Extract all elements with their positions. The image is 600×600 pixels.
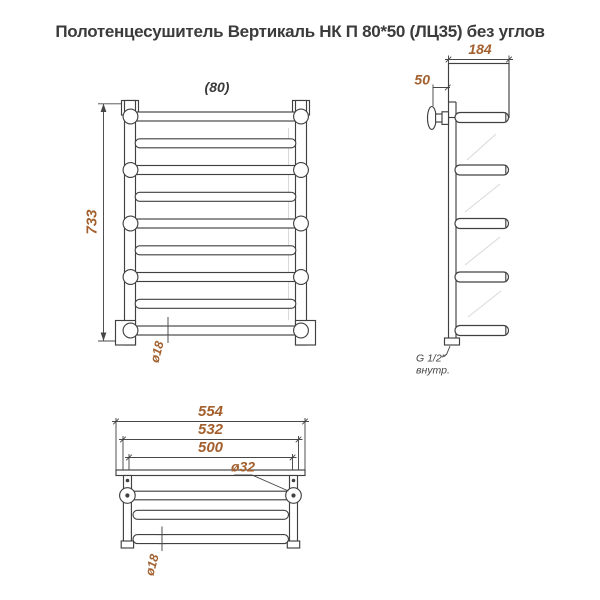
dimension-label-o18: ø18 [147, 339, 167, 365]
dimension-label-532: 532 [197, 421, 224, 438]
dimension-label-o18-bottom: ø18 [142, 552, 162, 578]
dimension-label-733: 733 [83, 209, 101, 235]
rung [131, 112, 302, 121]
rung [131, 219, 302, 228]
rung [455, 165, 509, 175]
rung-joint [123, 109, 138, 124]
rung [135, 246, 296, 255]
post-center-dot [291, 493, 295, 497]
rung-joint [123, 163, 138, 178]
rung [133, 535, 289, 544]
rung-joint [294, 109, 309, 124]
rung [135, 139, 296, 148]
screw-dot [126, 479, 130, 483]
rail-foot [121, 541, 133, 548]
rung [131, 326, 302, 335]
rung [455, 113, 509, 123]
shelf-bar [116, 470, 305, 476]
post-bottom-cap [445, 338, 460, 345]
rail-foot [287, 541, 299, 548]
wall-flange [428, 107, 437, 130]
shelf-side-profile [449, 64, 510, 118]
rung [133, 491, 289, 500]
rung [133, 510, 289, 519]
bottom-rungs [133, 491, 289, 543]
dimension-label-184: 184 [468, 41, 492, 57]
post-center-dot [125, 493, 129, 497]
rung-joint [294, 216, 309, 231]
rung [455, 326, 509, 336]
rung-joint [123, 270, 138, 285]
thread-location-label: внутр. [416, 364, 450, 377]
dimension-label-500: 500 [197, 439, 224, 456]
dimension-label-o32: ø32 [230, 458, 256, 475]
rung [131, 273, 302, 282]
thread-label: G 1/2" [416, 352, 446, 365]
rung-joint [123, 216, 138, 231]
rung-joint [294, 270, 309, 285]
rung [131, 166, 302, 175]
bracket-collar [442, 112, 449, 125]
dimension-label-80: (80) [204, 79, 230, 95]
rung [135, 299, 296, 308]
dimension-label-50: 50 [414, 71, 430, 88]
rung-joint [123, 323, 138, 338]
rung [455, 219, 509, 229]
dimension-label-554: 554 [197, 403, 224, 420]
rung [135, 192, 296, 201]
rung-joint [294, 323, 309, 338]
rung [455, 272, 509, 282]
rung-joint [294, 163, 309, 178]
drawing-title: Полотенцесушитель Вертикаль НК П 80*50 (ЛЦ35) без углов [55, 22, 545, 41]
screw-dot [292, 479, 296, 483]
